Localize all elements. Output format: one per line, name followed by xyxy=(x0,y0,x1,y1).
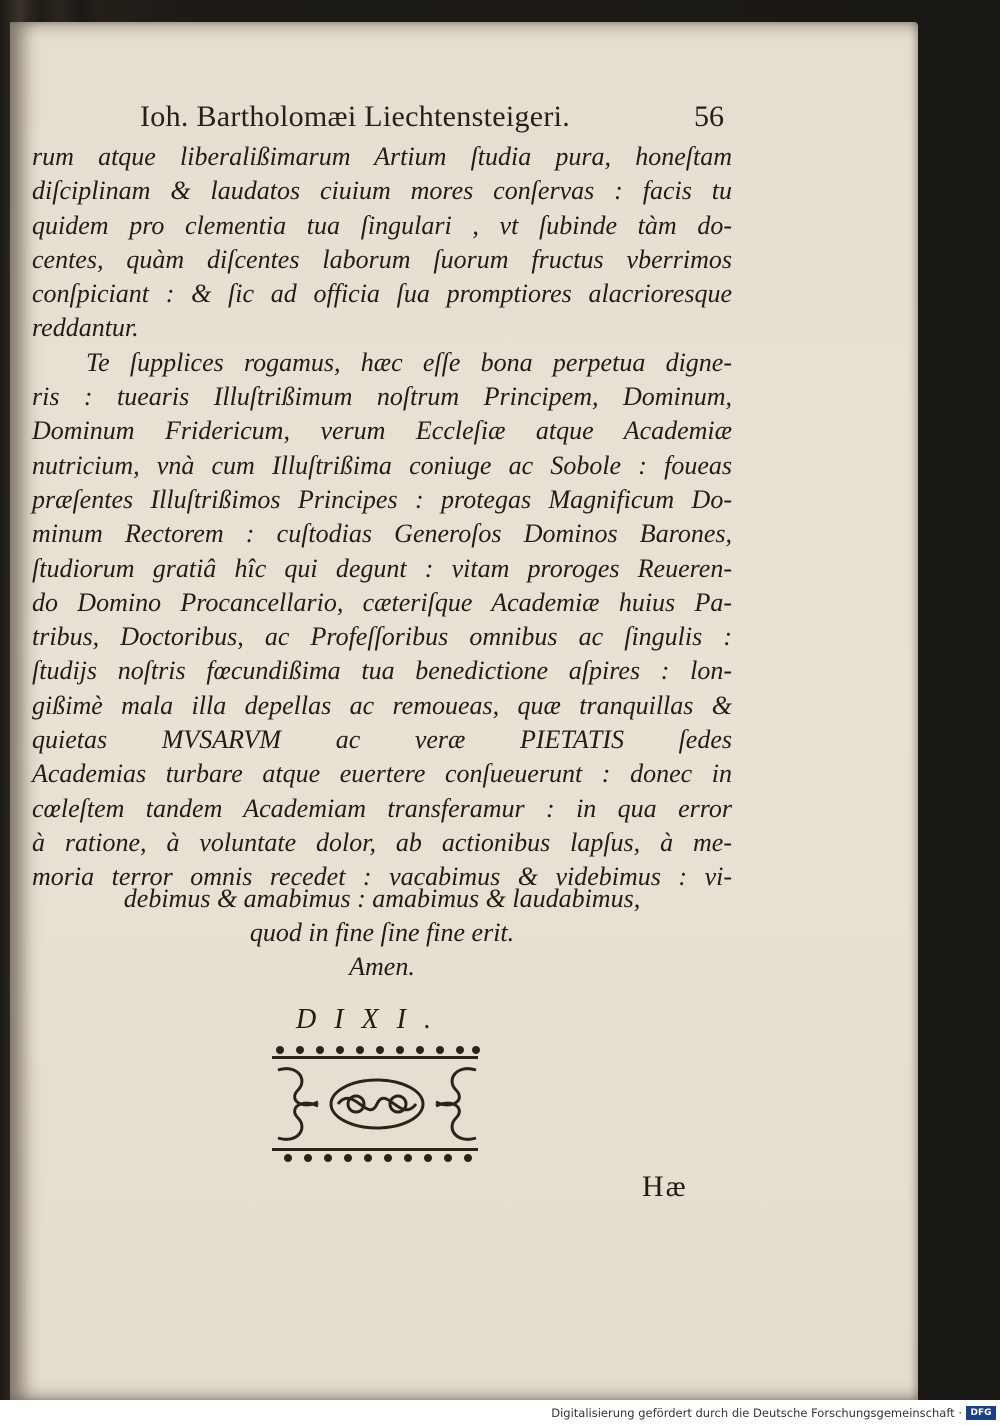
body-text xyxy=(32,140,732,895)
closing-line: quod in fine ſine fine erit. xyxy=(249,918,515,947)
closing-line: Amen. xyxy=(349,952,415,981)
text-line: ſtudijs noſtris fœcundißima tua benedictione aſpires : lon- xyxy=(32,656,732,686)
book-page xyxy=(10,22,918,1400)
text-line: Dominum Fridericum, verum Eccleſiæ atque Academiæ xyxy=(32,416,732,446)
text-line: gißimè mala illa depellas ac remoueas, quæ tranquillas & xyxy=(32,690,732,720)
dixi-heading: DIXI. xyxy=(296,1004,449,1035)
text-line: præſentes Illuſtrißimos Principes : protegas Magnificum Do- xyxy=(32,484,732,514)
text-line: Academias turbare atque euertere conſueuerunt : donec in xyxy=(32,759,732,789)
catchword: Hæ xyxy=(642,1170,688,1203)
text-line: centes, quàm diſcentes laborum ſuorum fructus vberrimos xyxy=(32,244,732,274)
text-line: ſtudiorum gratiâ hîc qui degunt : vitam proroges Reueren- xyxy=(32,553,732,583)
ornament-bottom-row xyxy=(272,1148,478,1162)
closing-line: debimus & amabimus : amabimus & laudabimus, xyxy=(123,884,641,913)
text-line: nutricium, vnà cum Illuſtrißima coniuge ac Sobole : foueas xyxy=(32,450,732,480)
digitization-footer xyxy=(0,1400,1000,1425)
text-line: diſciplinam & laudatos ciuium mores conſervas : facis tu xyxy=(32,176,732,206)
text-line: Te ſupplices rogamus, hæc eſſe bona perpetua digne- xyxy=(86,347,732,377)
text-line: cœleſtem tandem Academiam transferamur : in qua error xyxy=(32,793,732,823)
text-line: moria terror omnis recedet : vacabimus & videbimus : vi- xyxy=(32,862,732,892)
text-line: do Domino Procancellario, cæteriſque Academiæ huius Pa- xyxy=(32,587,732,617)
text-line: rum atque liberalißimarum Artium ſtudia pura, honeſtam xyxy=(32,142,732,171)
footer-credit: Digitalisierung gefördert durch die Deutsche Forschungsgemeinschaft · xyxy=(551,1406,962,1420)
text-line: ris : tuearis Illuſtrißimum noſtrum Principem, Dominum, xyxy=(32,382,732,412)
text-line: à ratione, à voluntate dolor, ab actionibus lapſus, à me- xyxy=(32,827,732,857)
text-line: tribus, Doctoribus, ac Profeſſoribus omnibus ac ſingulis : xyxy=(32,622,732,652)
page-number: 56 xyxy=(694,100,724,133)
text-line: reddantur. xyxy=(32,313,139,343)
ornament-top-row xyxy=(272,1046,480,1059)
text-line: conſpiciant : & ſic ad officia ſua promptiores alacrioresque xyxy=(32,279,732,309)
printers-ornament xyxy=(268,1040,486,1170)
dfg-logo: DFG xyxy=(966,1406,996,1420)
text-line: quidem pro clementia tua ſingulari , vt ſubinde tàm do- xyxy=(32,210,732,240)
text-line: quietas MVSARVM ac veræ PIETATIS ſedes xyxy=(32,725,732,755)
running-title: Ioh. Bartholomæi Liechtensteigeri. xyxy=(140,100,571,133)
text-line: minum Rectorem : cuſtodias Generoſos Dominos Barones, xyxy=(32,519,732,549)
